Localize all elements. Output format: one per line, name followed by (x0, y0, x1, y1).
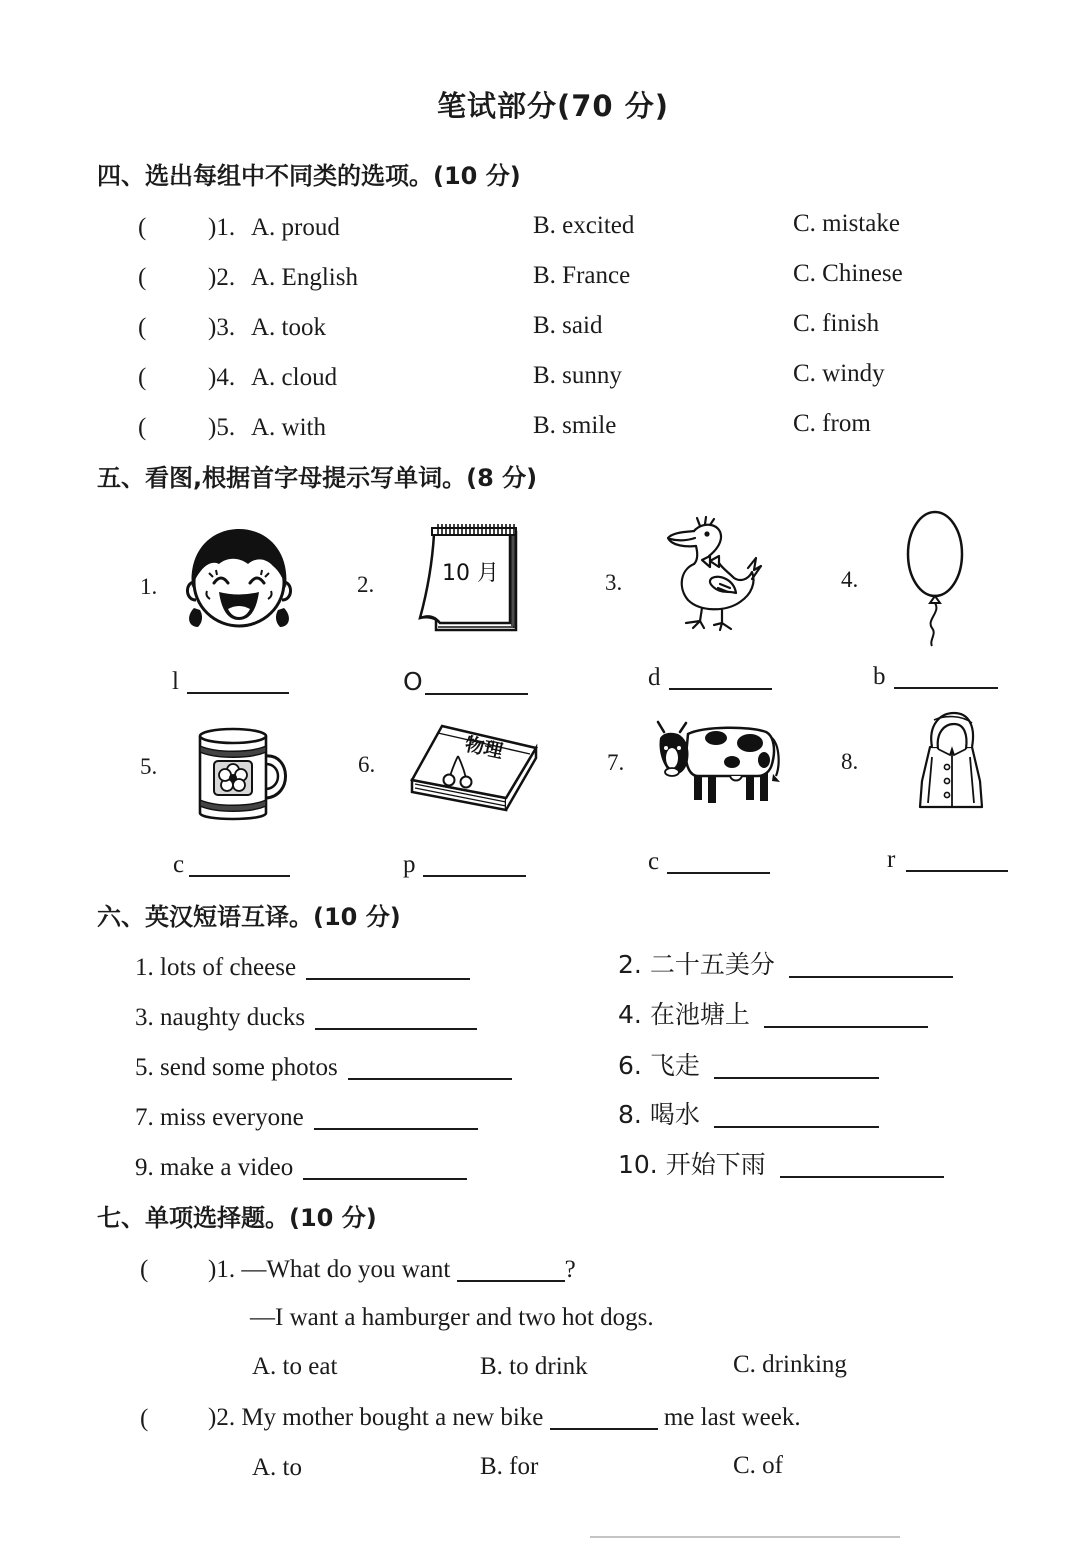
option-c: C. drinking (733, 1351, 847, 1378)
page-title: 笔试部分(70 分) (437, 89, 669, 123)
phrase-item (618, 950, 953, 980)
answer-line (315, 1008, 477, 1030)
option-b: B. to drink (480, 1353, 588, 1380)
answer-blank-1 (172, 667, 289, 697)
phrase-number: 4. (618, 1000, 642, 1029)
phrase-text: make a video (160, 1154, 294, 1181)
question-number: )1. (208, 214, 236, 241)
question-stem (208, 1403, 801, 1433)
answer-blank-5 (173, 850, 290, 880)
phrase-item (618, 1000, 928, 1030)
book-title-text: 物理 (462, 733, 505, 763)
answer-paren: ( (138, 264, 147, 291)
answer-line (906, 850, 1008, 872)
dialogue-reply: —I want a hamburger and two hot dogs. (250, 1304, 654, 1331)
question-number: )3. (208, 314, 236, 341)
phrase-text: send some photos (160, 1054, 338, 1081)
answer-line (425, 673, 528, 695)
page-bottom-divider (590, 1536, 900, 1538)
phrase-text: miss everyone (160, 1104, 304, 1131)
picture-number: 4. (841, 567, 859, 592)
answer-blank-8 (887, 845, 1008, 875)
picture-number: 6. (358, 752, 376, 777)
answer-blank-6 (403, 850, 526, 880)
question-number: )2. (208, 264, 236, 291)
option-a: A. proud (251, 214, 340, 241)
stem-text: My mother bought a new bike (241, 1404, 544, 1431)
answer-line (667, 852, 770, 874)
answer-line (303, 1158, 467, 1180)
answer-blank-3 (648, 663, 772, 693)
question-number: )1. (208, 1256, 236, 1283)
answer-blank-4 (873, 662, 998, 692)
answer-paren: ( (138, 314, 147, 341)
question-number: )2. (208, 1404, 236, 1431)
phrase-text: lots of cheese (160, 954, 297, 981)
option-c: C. windy (793, 360, 885, 387)
picture-number: 3. (605, 570, 623, 595)
picture-number: 8. (841, 749, 859, 774)
answer-line (714, 1106, 879, 1128)
phrase-number: 1. (135, 954, 154, 981)
phrase-number: 2. (618, 950, 642, 979)
answer-paren: ( (138, 414, 147, 441)
option-b: B. smile (533, 412, 617, 439)
phrase-text: naughty ducks (160, 1004, 306, 1031)
option-b: B. sunny (533, 362, 622, 389)
hint-letter: b (873, 663, 886, 690)
option-b: B. said (533, 312, 603, 339)
picture-number: 7. (607, 750, 625, 775)
phrase-item (135, 1153, 467, 1183)
section-6-heading: 六、英汉短语互译。(10 分) (97, 903, 401, 931)
hint-letter: O (403, 667, 423, 696)
phrase-item (135, 953, 470, 983)
option-b: B. excited (533, 212, 635, 239)
question-number: )5. (208, 414, 236, 441)
option-a: A. English (251, 264, 358, 291)
answer-line (714, 1057, 879, 1079)
answer-line (789, 956, 953, 978)
option-c: C. Chinese (793, 260, 903, 287)
section-5-heading: 五、看图,根据首字母提示写单词。(8 分) (97, 464, 538, 492)
option-a: A. took (251, 314, 326, 341)
answer-line (550, 1408, 658, 1430)
phrase-number: 5. (135, 1054, 154, 1081)
question-number: )4. (208, 364, 236, 391)
phrase-text: 喝水 (649, 1100, 700, 1129)
stem-text-end: ? (564, 1256, 576, 1283)
phrase-number: 3. (135, 1004, 154, 1031)
phrase-number: 8. (618, 1100, 642, 1129)
hint-letter: l (172, 668, 179, 695)
phrase-item (618, 1150, 944, 1180)
phrase-item (618, 1100, 879, 1130)
answer-line (894, 667, 998, 689)
option-b: B. France (533, 262, 631, 289)
option-a: A. to eat (252, 1353, 338, 1380)
answer-line (348, 1058, 512, 1080)
section-7-heading: 七、单项选择题。(10 分) (97, 1204, 377, 1232)
answer-line (187, 672, 289, 694)
answer-paren: ( (138, 214, 147, 241)
cow-icon (654, 716, 782, 808)
phrase-text: 开始下雨 (665, 1150, 766, 1179)
answer-blank-2 (403, 667, 528, 698)
picture-number: 5. (140, 754, 158, 779)
phrase-text: 二十五美分 (649, 950, 775, 979)
answer-blank-7 (648, 847, 770, 877)
stem-text-end: me last week. (663, 1404, 801, 1431)
phrase-item (135, 1103, 478, 1133)
answer-line (423, 855, 526, 877)
phrase-text: 在池塘上 (649, 1000, 750, 1029)
option-c: C. finish (793, 310, 880, 337)
picture-number: 2. (357, 572, 375, 597)
option-b: B. for (480, 1453, 539, 1480)
calendar-month-text: 10 月 (442, 561, 499, 586)
option-a: A. cloud (251, 364, 338, 391)
hint-letter: c (648, 848, 660, 875)
option-c: C. mistake (793, 210, 900, 237)
phrase-text: 飞走 (649, 1051, 700, 1080)
option-a: A. to (252, 1454, 302, 1481)
answer-line (764, 1006, 928, 1028)
answer-line (306, 958, 470, 980)
option-c: C. of (733, 1452, 783, 1479)
raincoat-icon (916, 711, 986, 813)
picture-number: 1. (140, 574, 158, 599)
hint-letter: p (403, 851, 416, 878)
mug-icon (196, 726, 294, 824)
phrase-item (135, 1003, 477, 1033)
option-a: A. with (251, 414, 326, 441)
duck-icon (664, 516, 762, 632)
book-icon (408, 722, 540, 816)
question-stem (208, 1255, 576, 1285)
phrase-number: 10. (618, 1150, 658, 1179)
answer-line (189, 855, 290, 877)
phrase-item (135, 1053, 512, 1083)
phrase-number: 9. (135, 1154, 154, 1181)
answer-paren: ( (140, 1405, 149, 1432)
phrase-number: 6. (618, 1051, 642, 1080)
stem-text: —What do you want (241, 1256, 451, 1283)
calendar-icon (414, 524, 520, 634)
answer-line (780, 1156, 944, 1178)
answer-line (669, 668, 772, 690)
answer-paren: ( (140, 1256, 149, 1283)
hint-letter: c (173, 851, 185, 878)
hint-letter: r (887, 846, 896, 873)
phrase-item (618, 1051, 879, 1081)
girl-face-icon (186, 526, 292, 628)
phrase-number: 7. (135, 1104, 154, 1131)
section-4-heading: 四、选出每组中不同类的选项。(10 分) (97, 162, 521, 190)
balloon-icon (904, 510, 966, 646)
answer-line (457, 1260, 565, 1282)
option-c: C. from (793, 410, 871, 437)
hint-letter: d (648, 664, 661, 691)
answer-paren: ( (138, 364, 147, 391)
answer-line (314, 1108, 478, 1130)
